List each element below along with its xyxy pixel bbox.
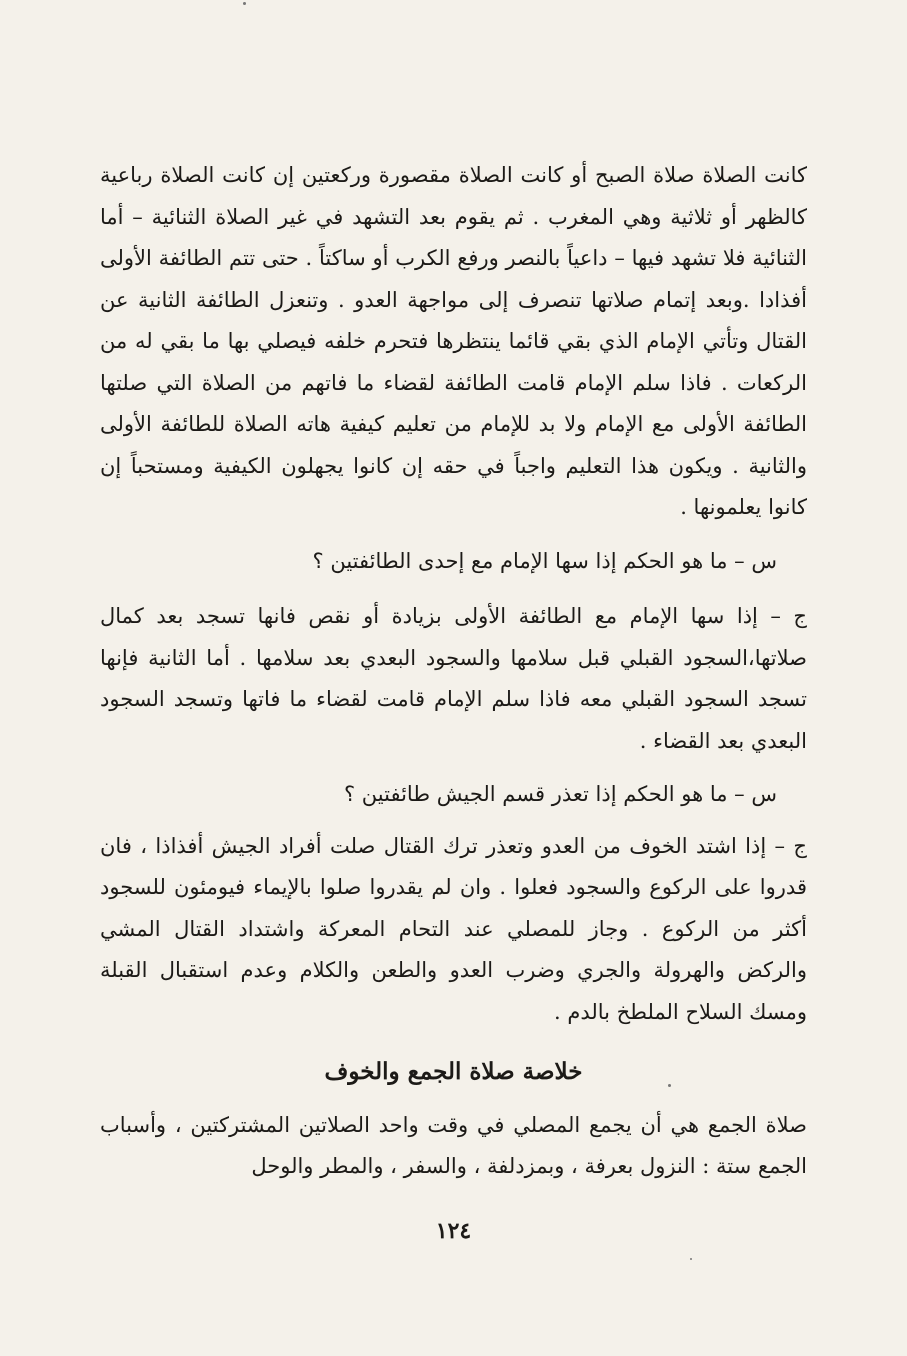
question-paragraph: س – ما هو الحكم إذا تعذر قسم الجيش طائفتين ؟ xyxy=(343,782,777,806)
answer-paragraph: ج – إذا سها الإمام مع الطائفة الأولى بزيادة أو نقص فانها تسجد بعد كمال صلاتها،السجود القبلي قبل سلامها والسجود البعدي بعد سلامها . أما الثانية فإنها تسجد السجود القبلي معه فاذا سلم الإمام قامت لقضاء ما فاتها وتسجد السجود البعدي بعد القضاء . xyxy=(100,604,807,753)
paper-speck xyxy=(690,1258,692,1260)
section-heading: خلاصة صلاة الجمع والخوف xyxy=(324,1058,583,1085)
answer-paragraph: ج – إذا اشتد الخوف من العدو وتعذر ترك القتال صلت أفراد الجيش أفذاذا ، فان قدروا على الركوع والسجود فعلوا . وان لم يقدروا صلوا بالإيماء فيومئون للسجود أكثر من الركوع . وجاز للمصلي عند التحام المعركة واشتداد القتال المشي والركض والهرولة والجري وضرب العدو والطعن والكلام وعدم استقبال القبلة ومسك السلاح الملطخ بالدم . xyxy=(100,833,807,1024)
page-number: ١٢٤ xyxy=(435,1218,472,1244)
closing-paragraph: صلاة الجمع هي أن يجمع المصلي في وقت واحد الصلاتين المشتركتين ، وأسباب الجمع ستة : النزول بعرفة ، وبمزدلفة ، والسفر ، والمطر والوحل xyxy=(100,1112,807,1178)
page-text xyxy=(100,155,807,1188)
paper-speck xyxy=(243,2,246,5)
body-paragraph: كانت الصلاة صلاة الصبح أو كانت الصلاة مقصورة وركعتين إن كانت الصلاة رباعية كالظهر أو ثلاثية وهي المغرب . ثم يقوم بعد التشهد في غير الصلاة الثنائية – أما الثنائية فلا تشهد فيها – داعياً بالنصر ورفع الكرب أو ساكتاً . حتى تتم الطائفة الأولى أفذادا .وبعد إتمام صلاتها تنصرف إلى مواجهة العدو . وتنعزل الطائفة الثانية عن القتال وتأتي الإمام الذي بقي قائما ينتظرها فتحرم خلفه فيصلي بها ما بقي له من الركعات . فاذا سلم الإمام قامت الطائفة لقضاء ما فاتهم من الصلاة التي صلتها الطائفة الأولى مع الإمام ولا بد للإمام من تعليم كيفية هاته الصلاة للطائفة الأولى والثانية . ويكون هذا التعليم واجباً في حقه إن كانوا يجهلون الكيفية ومستحباً إن كانوا يعلمونها . xyxy=(100,163,807,519)
question-paragraph: س – ما هو الحكم إذا سها الإمام مع إحدى الطائفتين ؟ xyxy=(312,548,777,573)
